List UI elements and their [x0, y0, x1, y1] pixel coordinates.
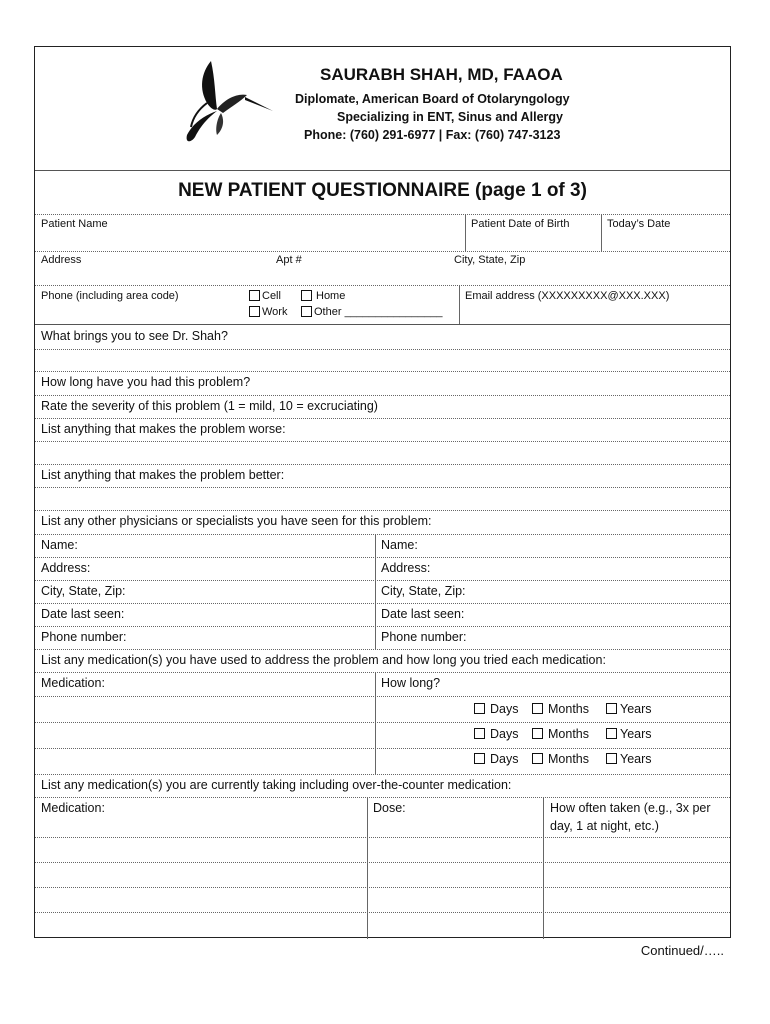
days-label: Days: [490, 727, 519, 741]
months-checkbox[interactable]: [532, 703, 543, 714]
divider: [367, 797, 368, 939]
home-label: Home: [316, 290, 346, 302]
years-label: Years: [620, 702, 652, 716]
divider: [35, 912, 730, 913]
continued-note: Continued/…..: [640, 943, 724, 958]
divider: [375, 672, 376, 774]
divider: [35, 349, 730, 350]
physician1-phone-label: Phone number:: [41, 630, 127, 644]
divider: [35, 395, 730, 396]
header-contact: Phone: (760) 291-6977 | Fax: (760) 747-3123: [304, 128, 561, 142]
cell-label: Cell: [262, 290, 281, 302]
years-label: Years: [620, 752, 652, 766]
physician2-city-label: City, State, Zip:: [381, 584, 466, 598]
hummingbird-logo-icon: [175, 59, 275, 144]
doctor-name: SAURABH SHAH, MD, FAAOA: [320, 65, 563, 84]
divider: [543, 797, 544, 939]
divider: [465, 214, 466, 251]
years-checkbox[interactable]: [606, 703, 617, 714]
city-state-zip-label: City, State, Zip: [454, 254, 526, 266]
dob-label: Patient Date of Birth: [471, 218, 570, 230]
worse-label: List anything that makes the problem worse:: [41, 422, 286, 436]
patient-name-label: Patient Name: [41, 218, 108, 230]
days-label: Days: [490, 702, 519, 716]
tried-meds-heading: List any medication(s) you have used to address the problem and how long you tried each medication:: [41, 653, 606, 667]
divider: [35, 887, 730, 888]
current-medication-label: Medication:: [41, 801, 105, 815]
divider: [35, 672, 730, 673]
work-label: Work: [262, 306, 288, 318]
divider: [35, 418, 730, 419]
divider: [35, 251, 730, 252]
home-checkbox[interactable]: [301, 290, 312, 301]
divider: [35, 797, 730, 798]
months-checkbox[interactable]: [532, 728, 543, 739]
severity-label: Rate the severity of this problem (1 = mild, 10 = excruciating): [41, 399, 378, 413]
how-often-label-2: day, 1 at night, etc.): [550, 819, 659, 833]
divider: [35, 487, 730, 488]
page-title: NEW PATIENT QUESTIONNAIRE (page 1 of 3): [178, 180, 587, 201]
physician1-city-label: City, State, Zip:: [41, 584, 126, 598]
questionnaire-form: [34, 46, 731, 938]
dose-label: Dose:: [373, 801, 406, 815]
better-label: List anything that makes the problem better:: [41, 468, 285, 482]
divider: [35, 534, 730, 535]
years-checkbox[interactable]: [606, 753, 617, 764]
divider: [35, 285, 730, 286]
divider: [35, 464, 730, 465]
divider: [35, 371, 730, 372]
divider: [35, 837, 730, 838]
divider: [35, 170, 730, 171]
how-often-label: How often taken (e.g., 3x per: [550, 801, 711, 815]
how-long-label: How long have you had this problem?: [41, 375, 251, 389]
physician2-address-label: Address:: [381, 561, 431, 575]
divider: [35, 324, 730, 325]
physician2-date-label: Date last seen:: [381, 607, 465, 621]
months-checkbox[interactable]: [532, 753, 543, 764]
divider: [35, 748, 730, 749]
months-label: Months: [548, 727, 589, 741]
divider: [375, 534, 376, 649]
other-label: Other ________________: [314, 306, 443, 318]
divider: [35, 441, 730, 442]
physician2-name-label: Name:: [381, 538, 418, 552]
header-credential: Diplomate, American Board of Otolaryngology: [295, 92, 570, 106]
apt-label: Apt #: [276, 254, 302, 266]
days-checkbox[interactable]: [474, 753, 485, 764]
divider: [35, 580, 730, 581]
cell-checkbox[interactable]: [249, 290, 260, 301]
other-checkbox[interactable]: [301, 306, 312, 317]
how-long-col-label: How long?: [381, 676, 441, 690]
physician1-date-label: Date last seen:: [41, 607, 125, 621]
what-brings-label: What brings you to see Dr. Shah?: [41, 329, 228, 343]
divider: [35, 649, 730, 650]
divider: [35, 774, 730, 775]
physician2-phone-label: Phone number:: [381, 630, 467, 644]
divider: [35, 722, 730, 723]
divider: [35, 696, 730, 697]
days-checkbox[interactable]: [474, 728, 485, 739]
physician1-address-label: Address:: [41, 561, 91, 575]
physicians-heading: List any other physicians or specialists you have seen for this problem:: [41, 514, 432, 528]
divider: [459, 285, 460, 324]
years-label: Years: [620, 727, 652, 741]
years-checkbox[interactable]: [606, 728, 617, 739]
days-label: Days: [490, 752, 519, 766]
months-label: Months: [548, 702, 589, 716]
divider: [35, 862, 730, 863]
divider: [601, 214, 602, 251]
days-checkbox[interactable]: [474, 703, 485, 714]
divider: [35, 626, 730, 627]
address-label: Address: [41, 254, 82, 266]
phone-label: Phone (including area code): [41, 290, 179, 302]
months-label: Months: [548, 752, 589, 766]
divider: [35, 603, 730, 604]
header-specialty: Specializing in ENT, Sinus and Allergy: [337, 110, 563, 124]
divider: [35, 214, 730, 215]
physician1-name-label: Name:: [41, 538, 78, 552]
email-label: Email address (XXXXXXXXX@XXX.XXX): [465, 290, 670, 302]
current-meds-heading: List any medication(s) you are currently taking including over-the-counter medication:: [41, 778, 512, 792]
divider: [35, 510, 730, 511]
work-checkbox[interactable]: [249, 306, 260, 317]
todays-date-label: Today’s Date: [607, 218, 671, 230]
divider: [35, 557, 730, 558]
medication-label: Medication:: [41, 676, 105, 690]
